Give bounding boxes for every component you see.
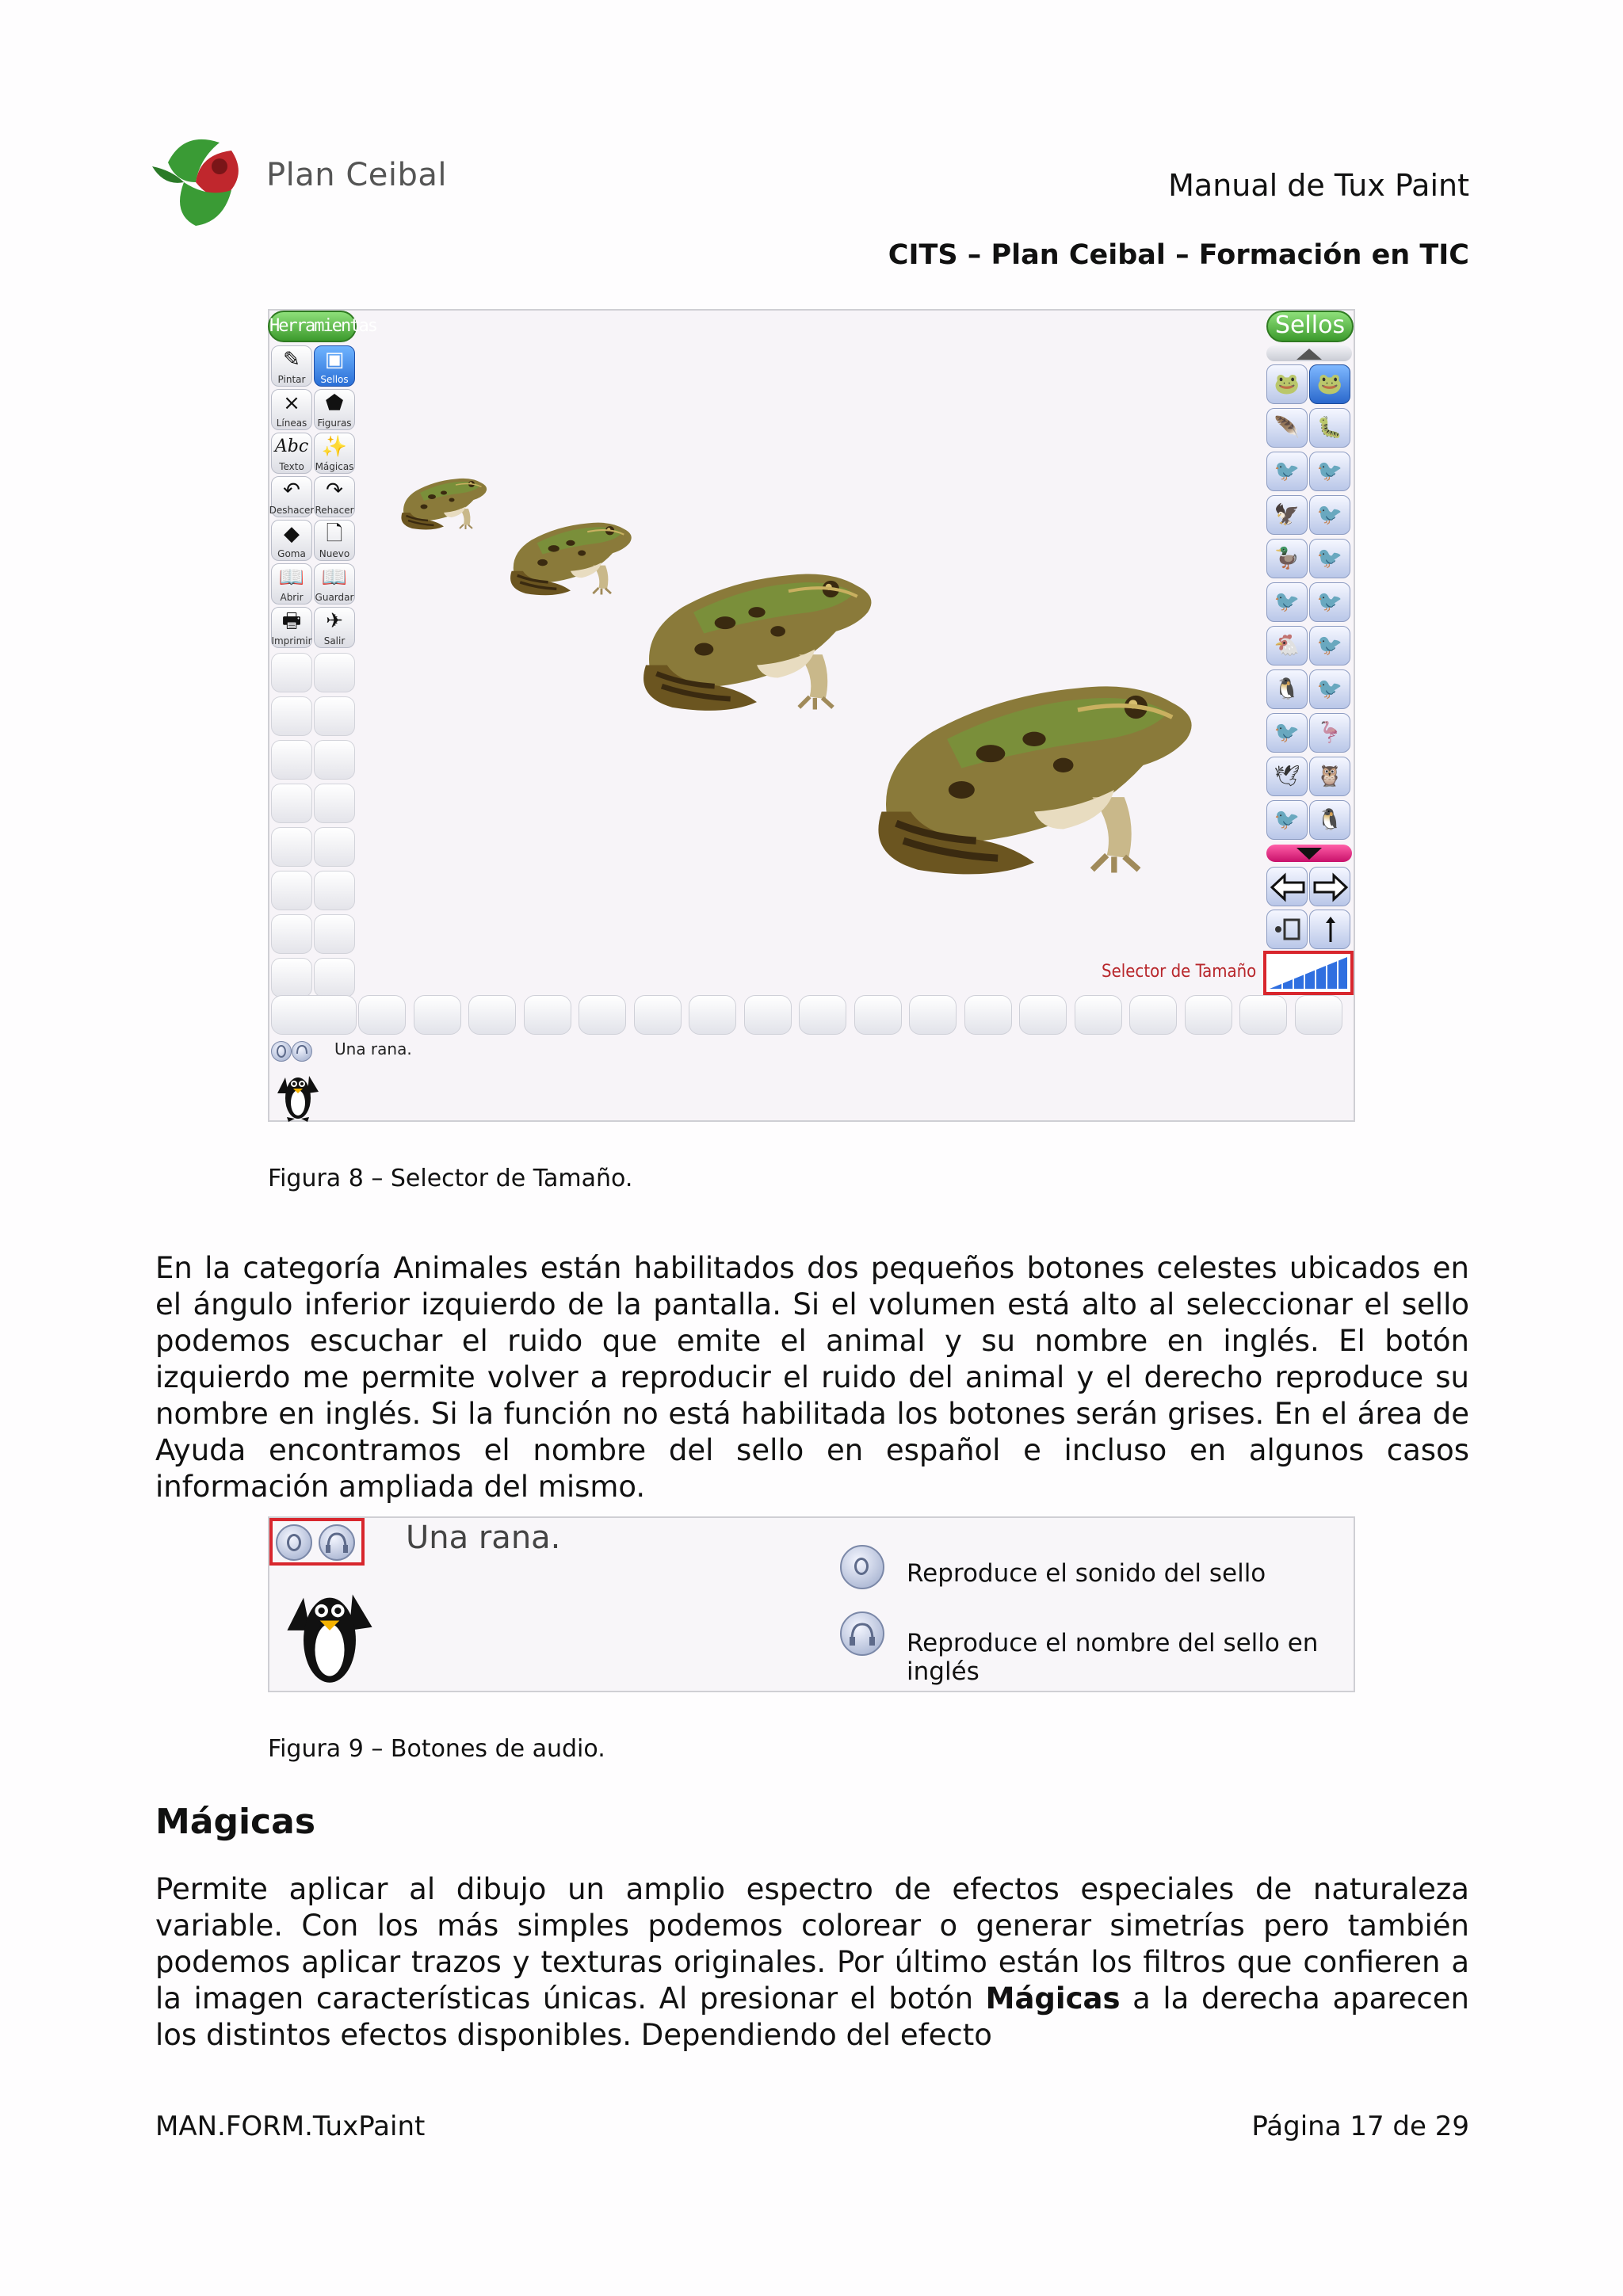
tool-label: Deshacer xyxy=(269,505,315,516)
figure9-caption: Figura 9 – Botones de audio. xyxy=(268,1735,605,1763)
animal-stamp-icon: 🐛 xyxy=(1316,416,1343,440)
empty-tool-slot xyxy=(271,784,312,823)
empty-tool-slot xyxy=(314,958,355,997)
stamp-item[interactable] xyxy=(1266,582,1308,622)
color-swatch[interactable] xyxy=(579,995,626,1035)
stamps-header-label: Sellos xyxy=(1274,311,1346,339)
paragraph-magicas-bold: Mágicas xyxy=(985,1981,1121,2016)
speaker-icon xyxy=(854,1558,869,1575)
tool-abrir-button[interactable] xyxy=(271,563,312,605)
name-button-description: Reproduce el nombre del sello en inglés xyxy=(907,1629,1319,1686)
stamp-item[interactable] xyxy=(1309,452,1350,491)
header-title: Manual de Tux Paint xyxy=(1168,168,1469,203)
tools-header-label: Herramientas xyxy=(269,316,376,336)
size-selector[interactable] xyxy=(1263,951,1354,995)
tool-label: Sellos xyxy=(320,374,349,385)
help-text: Una rana. xyxy=(334,1039,412,1058)
speaker-icon xyxy=(272,1042,291,1061)
stamp-item[interactable] xyxy=(1266,626,1308,666)
flip-icon xyxy=(1310,910,1351,950)
stamp-flip-button[interactable] xyxy=(1309,910,1350,949)
tool-sellos-button[interactable] xyxy=(314,345,355,387)
paragraph-animals: En la categoría Animales están habilitados dos pequeños botones celestes ubicados en el ángulo inferior izquierdo de la pantalla. Si el volumen está alto al seleccionar el sello podemos escuchar el ruido que emite el animal y su nombre en inglés. El botón izquierdo me permite volver a reproducir el ruido del animal y el derecho reproduce su nombre en inglés. Si la función no está habilitada los botones serán grises. En el área de Ayuda encontramos el nombre del sello en español e incluso en algunos casos información ampliada del mismo. xyxy=(155,1251,1469,1504)
color-swatch[interactable] xyxy=(964,995,1012,1035)
stamp-item[interactable] xyxy=(1309,582,1350,622)
animal-stamp-icon: 🐦 xyxy=(1316,547,1343,570)
headphones-icon xyxy=(320,1526,353,1559)
color-swatch[interactable] xyxy=(1295,995,1342,1035)
new-page-icon: 🗋 xyxy=(326,522,343,546)
stamp-prev-button[interactable] xyxy=(1266,867,1308,906)
tux-penguin-icon xyxy=(273,1070,323,1122)
logo-leaf-icon xyxy=(152,127,263,230)
magic-wand-icon: ✨ xyxy=(321,435,348,459)
stamp-item[interactable] xyxy=(1309,626,1350,666)
size-selector-label: Selector de Tamaño xyxy=(1102,962,1257,982)
redo-icon: ↷ xyxy=(326,479,343,502)
animal-stamp-icon: 🦅 xyxy=(1274,503,1300,527)
tool-label: Salir xyxy=(323,635,346,646)
animal-stamp-icon: 🐦 xyxy=(1274,460,1300,483)
tool-label: Mágicas xyxy=(315,461,354,472)
stamp-item[interactable] xyxy=(1266,539,1308,578)
eraser-icon: ◆ xyxy=(284,522,300,546)
color-swatch[interactable] xyxy=(744,995,792,1035)
tool-label: Guardar xyxy=(315,592,354,603)
tool-label: Rehacer xyxy=(315,505,354,516)
mirror-icon xyxy=(1267,910,1308,950)
animal-stamp-icon: 🐸 xyxy=(1274,372,1300,396)
stamp-item[interactable] xyxy=(1309,800,1350,840)
stamps-scroll-up[interactable] xyxy=(1266,345,1352,361)
stamp-item[interactable] xyxy=(1266,452,1308,491)
stamp-item[interactable] xyxy=(1266,495,1308,535)
stamp-next-button[interactable] xyxy=(1309,867,1350,906)
undo-icon: ↶ xyxy=(283,479,300,502)
color-swatch[interactable] xyxy=(1019,995,1067,1035)
animal-stamp-icon: 🐔 xyxy=(1274,634,1300,658)
stamp-item[interactable] xyxy=(1309,669,1350,709)
animal-stamp-icon: 🐧 xyxy=(1316,808,1343,832)
stamp-item[interactable] xyxy=(1266,800,1308,840)
empty-tool-slot xyxy=(271,827,312,867)
animal-stamp-icon: 🦩 xyxy=(1316,721,1343,745)
tools-header xyxy=(268,311,376,342)
stamp-icon: ▣ xyxy=(324,348,345,372)
tool-label: Texto xyxy=(279,461,304,472)
arrow-right-icon xyxy=(1310,868,1351,907)
color-swatch[interactable] xyxy=(1185,995,1232,1035)
animal-stamp-icon: 🦆 xyxy=(1274,547,1300,570)
animal-stamp-icon: 🐦 xyxy=(1316,677,1343,701)
logo-text: Plan Ceibal xyxy=(266,157,447,193)
tool-label: Líneas xyxy=(276,418,307,429)
animal-stamp-icon: 🐦 xyxy=(1274,721,1300,745)
replay-sound-button[interactable] xyxy=(271,1041,292,1062)
empty-tool-slot xyxy=(314,914,355,954)
empty-tool-slot xyxy=(271,696,312,736)
tool-salir-button[interactable] xyxy=(314,607,355,648)
tool-label: Figuras xyxy=(317,418,352,429)
paragraph-magicas xyxy=(155,1871,1469,2054)
tool-rehacer-button[interactable] xyxy=(314,476,355,517)
size-ramp-icon xyxy=(1266,954,1350,992)
tool-nuevo-button[interactable] xyxy=(314,520,355,561)
animal-stamp-icon: 🪶 xyxy=(1274,416,1300,440)
color-swatch[interactable] xyxy=(468,995,516,1035)
tuxpaint-screenshot-figure xyxy=(268,309,1355,1122)
color-swatch[interactable] xyxy=(358,995,406,1035)
tool-label: Imprimir xyxy=(271,635,312,646)
stamp-item[interactable] xyxy=(1266,408,1308,448)
arrow-left-icon xyxy=(1267,868,1308,907)
tool-label: Nuevo xyxy=(319,548,350,559)
shapes-icon: ⬟ xyxy=(325,391,344,415)
empty-tool-slot xyxy=(271,740,312,780)
stamp-item[interactable] xyxy=(1309,539,1350,578)
empty-tool-slot xyxy=(314,740,355,780)
empty-tool-slot xyxy=(314,871,355,910)
color-swatch[interactable] xyxy=(799,995,846,1035)
stamp-item[interactable] xyxy=(1309,713,1350,753)
sound-button-description: Reproduce el sonido del sello xyxy=(907,1559,1266,1588)
color-swatch[interactable] xyxy=(414,995,461,1035)
frog-stamp-large xyxy=(630,548,884,719)
paragraph-magicas-part1: Permite aplicar al dibujo un amplio espectro de efectos especiales de naturaleza variable. Con los más simples podemos colorear o generar simetrías pero también podemos aplicar trazos y texturas originales. Por último están los filtros que confieren a la imagen características únicas. Al presionar el botón xyxy=(155,1872,1469,2016)
animal-stamp-icon: 🐦 xyxy=(1274,590,1300,614)
stamp-item[interactable] xyxy=(1266,757,1308,796)
stamp-item[interactable] xyxy=(1266,364,1308,404)
tool-líneas-button[interactable] xyxy=(271,389,312,430)
footer-doc-code: MAN.FORM.TuxPaint xyxy=(155,2111,426,2142)
animal-stamp-icon: 🐦 xyxy=(1274,808,1300,832)
color-swatch[interactable] xyxy=(1239,995,1287,1035)
replay-name-button[interactable] xyxy=(292,1041,312,1062)
empty-tool-slot xyxy=(271,958,312,997)
empty-tool-slot xyxy=(314,827,355,867)
stamp-mirror-button[interactable] xyxy=(1266,910,1308,949)
animal-stamp-icon: 🐦 xyxy=(1316,460,1343,483)
speaker-icon xyxy=(287,1534,301,1551)
empty-tool-slot xyxy=(271,871,312,910)
header-subtitle: CITS – Plan Ceibal – Formación en TIC xyxy=(888,239,1469,271)
animal-stamp-icon: 🦉 xyxy=(1316,765,1343,788)
sound-button-legend xyxy=(840,1545,884,1589)
tool-goma-button[interactable] xyxy=(271,520,312,561)
tool-mágicas-button[interactable] xyxy=(314,433,355,474)
brush-icon: ✎ xyxy=(283,348,300,372)
color-swatch[interactable] xyxy=(689,995,736,1035)
tool-pintar-button[interactable] xyxy=(271,345,312,387)
tool-deshacer-button[interactable] xyxy=(269,476,315,517)
empty-tool-slot xyxy=(314,784,355,823)
animal-stamp-icon: 🕊 xyxy=(1274,765,1300,788)
tool-guardar-button[interactable] xyxy=(314,563,355,605)
color-swatch[interactable] xyxy=(1075,995,1122,1035)
quit-icon: ✈ xyxy=(326,609,343,633)
color-swatch[interactable] xyxy=(634,995,682,1035)
empty-tool-slot xyxy=(271,653,312,692)
color-swatch[interactable] xyxy=(524,995,571,1035)
tool-label: Pintar xyxy=(277,374,306,385)
stamp-item[interactable] xyxy=(1309,495,1350,535)
tux-penguin-icon xyxy=(274,1581,385,1689)
name-button[interactable] xyxy=(319,1524,355,1561)
open-icon: 📖 xyxy=(278,566,305,589)
color-swatch[interactable] xyxy=(1129,995,1177,1035)
color-swatch[interactable] xyxy=(909,995,957,1035)
audio-buttons-figure xyxy=(268,1516,1355,1692)
color-swatch-current[interactable] xyxy=(271,995,357,1035)
animal-stamp-icon: 🐦 xyxy=(1316,503,1343,527)
empty-tool-slot xyxy=(314,653,355,692)
lines-icon: ⨯ xyxy=(283,391,300,415)
tool-figuras-button[interactable] xyxy=(314,389,355,430)
headphones-icon xyxy=(842,1613,883,1654)
tool-texto-button[interactable] xyxy=(271,433,312,474)
name-button-legend xyxy=(840,1611,884,1656)
frog-stamp-small xyxy=(396,469,491,532)
animal-stamp-icon: 🐦 xyxy=(1316,590,1343,614)
headphones-icon xyxy=(292,1042,311,1061)
tool-label: Abrir xyxy=(280,592,304,603)
stamp-item[interactable] xyxy=(1266,669,1308,709)
print-icon: 🖶 xyxy=(281,609,302,633)
stamp-item[interactable] xyxy=(1309,757,1350,796)
frog-stamp-xlarge xyxy=(860,651,1209,885)
figure8-caption: Figura 8 – Selector de Tamaño. xyxy=(268,1165,633,1192)
save-icon: 📖 xyxy=(321,566,348,589)
section-heading-magicas: Mágicas xyxy=(155,1802,316,1842)
tool-label: Goma xyxy=(277,548,306,559)
animal-stamp-icon: 🐦 xyxy=(1316,634,1343,658)
animal-stamp-icon: 🐸 xyxy=(1316,372,1343,396)
frog-stamp-medium xyxy=(503,509,638,600)
empty-tool-slot xyxy=(271,914,312,954)
stamp-item[interactable] xyxy=(1266,713,1308,753)
stamps-header xyxy=(1266,311,1354,342)
color-swatch[interactable] xyxy=(854,995,902,1035)
stamps-scroll-down[interactable] xyxy=(1266,845,1352,862)
empty-tool-slot xyxy=(314,696,355,736)
stamp-item[interactable] xyxy=(1309,364,1350,404)
tool-imprimir-button[interactable] xyxy=(271,607,312,648)
footer-page-number: Página 17 de 29 xyxy=(1251,2111,1469,2142)
text-icon: Abc xyxy=(274,437,309,456)
stamp-item[interactable] xyxy=(1309,408,1350,448)
sound-button[interactable] xyxy=(276,1524,312,1561)
animal-stamp-icon: 🐧 xyxy=(1274,677,1300,701)
paragraph-magicas-part2: a la derecha aparecen los distintos efectos disponibles. Dependiendo del efecto xyxy=(155,1981,1469,2052)
arrow-down-icon xyxy=(1266,845,1352,862)
arrow-up-icon xyxy=(1266,345,1352,361)
help-text-large: Una rana. xyxy=(406,1520,561,1556)
